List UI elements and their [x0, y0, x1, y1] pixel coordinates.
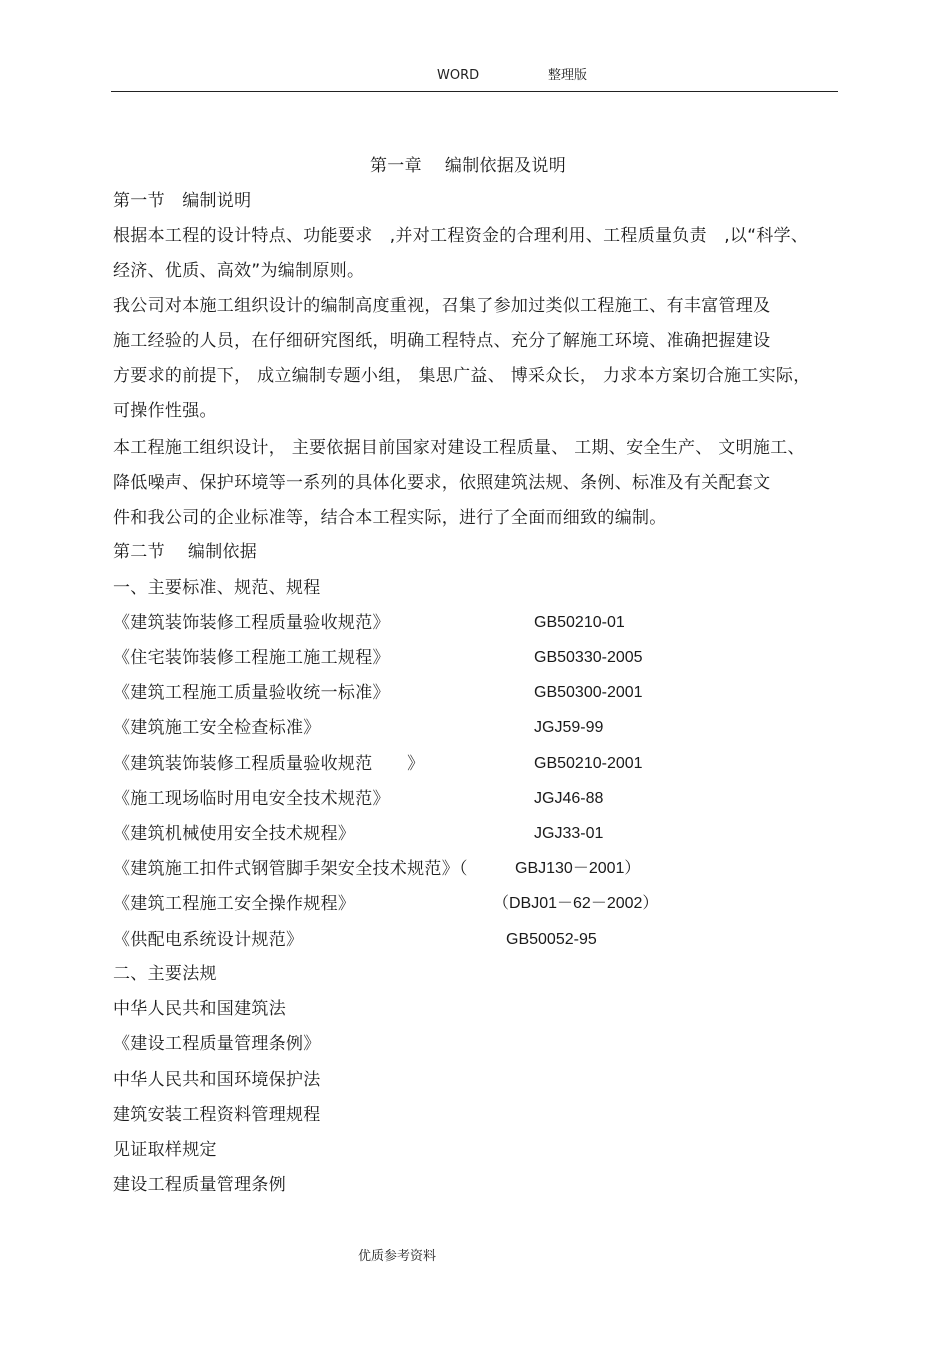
header-left-label: WORD: [437, 68, 480, 83]
paragraph-line: 可操作性强。: [113, 401, 217, 421]
standard-code: GB50052-95: [506, 931, 597, 948]
standard-name: 《建筑机械使用安全技术规程》: [113, 824, 356, 844]
standard-code: GB50300-2001: [534, 684, 643, 701]
paragraph-line: 我公司对本施工组织设计的编制高度重视，召集了参加过类似工程施工、有丰富管理及: [113, 296, 771, 316]
standard-name: 《建筑施工扣件式钢管脚手架安全技术规范》（: [113, 859, 468, 879]
standard-code: GB50210-01: [534, 614, 625, 631]
paragraph-line: 方要求的前提下， 成立编制专题小组， 集思广益、 博采众长， 力求本方案切合施工实际，: [113, 366, 811, 386]
header-divider: [111, 91, 838, 92]
standard-name: 《住宅装饰装修工程施工施工规程》: [113, 648, 390, 668]
law-item: 《建设工程质量管理条例》: [113, 1034, 321, 1054]
standard-code: JGJ33-01: [534, 825, 604, 842]
subheading-laws: 二、主要法规: [113, 964, 217, 984]
paragraph-line: 本工程施工组织设计， 主要依据目前国家对建设工程质量、 工期、安全生产、 文明施工、: [113, 438, 805, 458]
standard-name: 《建筑装饰装修工程质量验收规范 》: [113, 754, 425, 774]
law-item: 中华人民共和国建筑法: [113, 999, 286, 1019]
section-heading-2: 第二节 编制依据: [113, 542, 258, 562]
paragraph-line: 根据本工程的设计特点、功能要求 ,并对工程资金的合理利用、工程质量负责 ,以“科学、: [113, 226, 809, 246]
standard-name: 《建筑工程施工安全操作规程》: [113, 894, 356, 914]
chapter-title: 第一章 编制依据及说明: [370, 156, 567, 176]
section-heading-1: 第一节 编制说明: [113, 191, 252, 211]
paragraph-line: 降低噪声、保护环境等一系列的具体化要求，依照建筑法规、条例、标准及有关配套文: [113, 473, 771, 493]
standard-code: GB50210-2001: [534, 755, 643, 772]
law-item: 建筑安装工程资料管理规程: [113, 1105, 321, 1125]
standard-code: JGJ46-88: [534, 790, 604, 807]
standard-name: 《供配电系统设计规范》: [113, 930, 304, 950]
standard-name: 《建筑工程施工质量验收统一标准》: [113, 683, 390, 703]
standard-name: 《建筑施工安全检查标准》: [113, 718, 321, 738]
paragraph-line: 施工经验的人员，在仔细研究图纸，明确工程特点、充分了解施工环境、准确把握建设: [113, 331, 771, 351]
standard-code: JGJ59-99: [534, 719, 604, 736]
paragraph-line: 经济、优质、高效”为编制原则。: [113, 261, 365, 281]
law-item: 中华人民共和国环境保护法: [113, 1070, 321, 1090]
standard-code: GBJ130－2001）: [515, 860, 641, 877]
paragraph-line: 件和我公司的企业标准等，结合本工程实际，进行了全面而细致的编制。: [113, 508, 667, 528]
standard-code: （DBJ01－62－2002）: [493, 895, 659, 912]
standard-code: GB50330-2005: [534, 649, 643, 666]
standard-name: 《建筑装饰装修工程质量验收规范》: [113, 613, 390, 633]
law-item: 见证取样规定: [113, 1140, 217, 1160]
header-right-label: 整理版: [548, 68, 588, 83]
subheading-standards: 一、主要标准、规范、规程: [113, 578, 321, 598]
page-footer: 优质参考资料: [358, 1249, 437, 1264]
standard-name: 《施工现场临时用电安全技术规范》: [113, 789, 390, 809]
law-item: 建设工程质量管理条例: [113, 1175, 286, 1195]
